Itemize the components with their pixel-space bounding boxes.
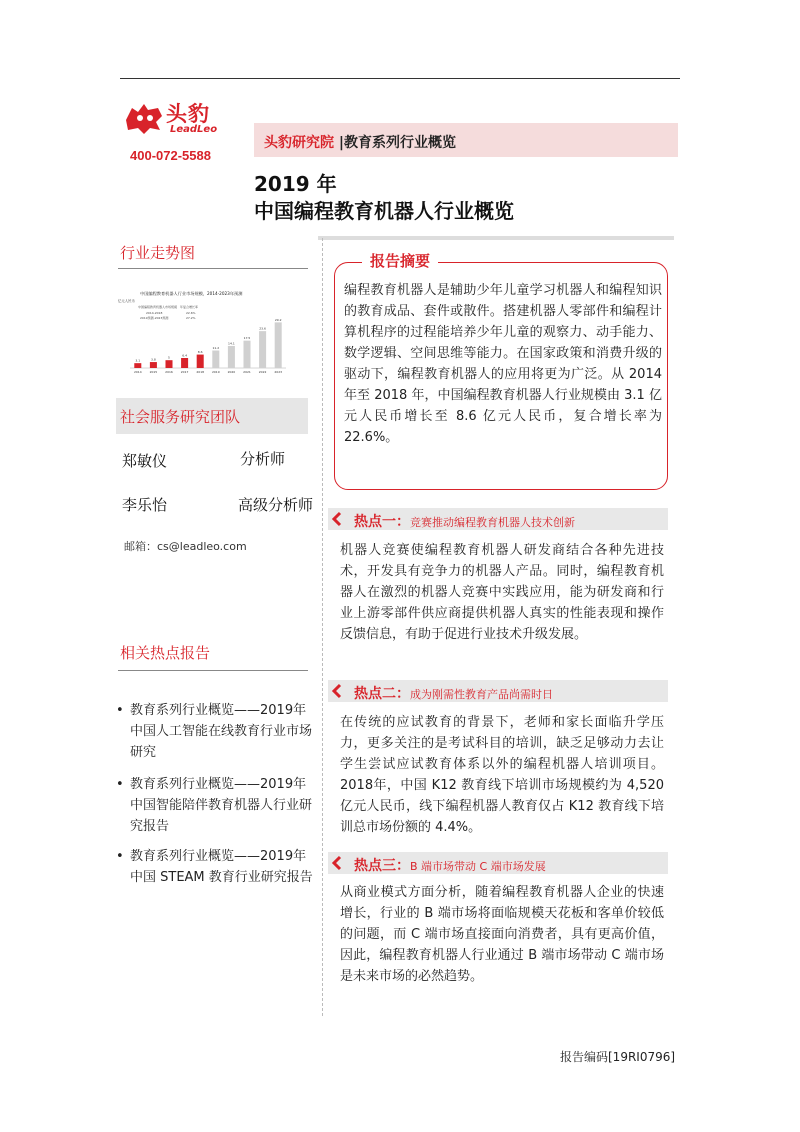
header-sep: |	[334, 135, 344, 151]
leopard-logo-icon	[124, 100, 164, 136]
hot-label-3	[354, 855, 546, 875]
summary-tag: 报告摘要	[362, 250, 438, 271]
header-org: 头豹研究院	[264, 135, 334, 151]
top-rule	[120, 78, 680, 79]
data-label-2014: 3.1	[135, 358, 141, 363]
related-report-text: 教育系列行业概览——2019年中国智能陪伴教育机器人行业研究报告	[130, 777, 313, 834]
analyst-name-2: 李乐怡	[122, 496, 168, 514]
bar-2021	[243, 341, 250, 368]
tick-label-2019: 2019	[211, 370, 220, 374]
hot-title: 竞赛推动编程教育机器人技术创新	[410, 516, 575, 529]
legend-name-2: 2019预测-2023预测	[140, 316, 169, 320]
hot-label-prefix: 热点二：	[354, 686, 410, 702]
trend-title: 行业走势图	[120, 244, 196, 262]
related-rule	[118, 670, 308, 671]
hot-label-1	[354, 511, 575, 531]
bar-2023	[275, 322, 282, 368]
bar-2019	[212, 351, 219, 369]
header-text	[264, 132, 456, 152]
report-code: 报告编码[19RI0796]	[560, 1050, 676, 1064]
bar-2016	[165, 360, 172, 368]
legend-name-1: 2014-2018	[146, 311, 163, 315]
legend-name-0: 中国编程教育机器人市场规模	[138, 305, 178, 309]
hot-label-prefix: 热点三：	[354, 858, 410, 874]
tick-label-2021: 2021	[243, 370, 251, 374]
bar-2020	[228, 346, 235, 368]
summary-text: 编程教育机器人是辅助少年儿童学习机器人和编程知识的教育成品、套件或散件。搭建机器人零部件和编程计算机程序的过程能培养少年儿童的观察力、动手能力、数学逻辑、空间思维等能力。在国家政策和消费升级的驱动下，编程教育机器人的应用将更为广泛。从 2014 年至 2018 年，中国编程教育机器人行业规模由 3.1 亿元人民币增长至 8.6 亿元人民币，复合增长率为 22.6%。	[344, 283, 662, 445]
related-title: 相关热点报告	[120, 644, 211, 662]
data-label-2022: 23.6	[259, 326, 266, 331]
bar-2014	[134, 363, 141, 368]
data-label-2023: 29.2	[274, 317, 282, 322]
data-label-2017: 6.4	[182, 353, 187, 358]
legend-value-1: 22.6%	[186, 311, 196, 315]
chevron-left-icon	[330, 511, 344, 527]
related-report-1[interactable]	[116, 700, 316, 763]
header-series: 教育系列行业概览	[344, 135, 456, 151]
tick-label-2022: 2022	[258, 370, 267, 374]
chevron-left-icon	[330, 855, 344, 871]
logo-cn: 头豹	[166, 102, 210, 126]
bullet: •	[116, 849, 124, 864]
tick-label-2014: 2014	[133, 370, 142, 374]
analyst-role-1: 分析师	[240, 450, 286, 468]
chart-title: 中国编程教育机器人行业市场规模，2014-2023年预测	[140, 291, 243, 296]
legend-value-2: 27.2%	[186, 316, 196, 320]
bullet: •	[116, 703, 124, 718]
tick-label-2023: 2023	[274, 370, 283, 374]
analyst-name-1: 郑敏仪	[122, 452, 168, 470]
hot-label-prefix: 热点一：	[354, 514, 410, 530]
team-title: 社会服务研究团队	[120, 408, 241, 426]
hot-title: B 端市场带动 C 端市场发展	[410, 860, 546, 873]
data-label-2019: 11.2	[212, 346, 220, 350]
chevron-left-icon	[330, 683, 344, 699]
data-label-2021: 17.5	[243, 336, 251, 341]
tick-label-2016: 2016	[165, 370, 173, 374]
market-chart	[118, 288, 290, 376]
page-title: 中国编程教育机器人行业概览	[254, 199, 514, 223]
hot-text-3: 从商业模式方面分析，随着编程教育机器人企业的快速增长，行业的 B 端市场将面临规模天花板和客单价较低的问题，而 C 端市场直接面向消费者，具有更高价值，因此，编程教育机器人行业通过 B 端市场带动 C 端市场是未来市场的必然趋势。	[340, 885, 664, 984]
data-label-2015: 3.8	[151, 357, 156, 362]
analyst-role-2: 高级分析师	[238, 496, 314, 514]
hot-title: 成为刚需性教育产品尚需时日	[410, 688, 553, 701]
bullet: •	[116, 777, 124, 792]
chart-ylabel: 亿元人民币	[118, 299, 135, 303]
phone-number: 400-072-5588	[130, 148, 211, 163]
related-report-text: 教育系列行业概览——2019年中国 STEAM 教育行业研究报告	[130, 849, 313, 885]
hot-text-1: 机器人竞赛使编程教育机器人研发商结合各种先进技术，开发具有竞争力的机器人产品。同时，编程教育机器人在激烈的机器人竞赛中实践应用，能为研发商和行业上游零部件供应商提供机器人真实的性能表现和操作反馈信息，有助于促进行业技术升级发展。	[340, 543, 664, 642]
data-label-2018: 8.6	[197, 350, 203, 355]
contact-email[interactable]: 邮箱：cs@leadleo.com	[124, 540, 247, 553]
related-report-3[interactable]	[116, 846, 316, 888]
logo-en: LeadLeo	[170, 124, 218, 135]
title-year: 2019 年	[254, 172, 337, 196]
title-underline	[318, 236, 674, 240]
bar-2017	[181, 358, 188, 368]
column-divider	[322, 238, 323, 1016]
related-report-text: 教育系列行业概览——2019年中国人工智能在线教育行业市场研究	[130, 703, 313, 760]
tick-label-2015: 2015	[149, 370, 158, 374]
data-label-2016: 5	[168, 355, 170, 360]
hot-text-2: 在传统的应试教育的背景下，老师和家长面临升学压力，更多关注的是考试科目的培训，缺乏足够动力去让学生尝试应试教育体系以外的编程机器人培训项目。2018年，中国 K12 教育线下培训市场规模约为 4,520 亿元人民币，线下编程机器人教育仅占 K12 教育线下培训总市场份额的 4.4%。	[340, 715, 664, 835]
tick-label-2020: 2020	[227, 370, 236, 374]
related-report-2[interactable]	[116, 774, 316, 837]
data-label-2020: 14.1	[228, 341, 235, 346]
bar-2015	[150, 362, 157, 368]
tick-label-2017: 2017	[180, 370, 189, 374]
bar-2022	[259, 331, 266, 368]
hot-label-2	[354, 683, 553, 703]
legend-cagr-label: 年复合增长率	[180, 305, 199, 309]
trend-rule	[118, 268, 308, 269]
bar-2018	[197, 355, 204, 368]
tick-label-2018: 2018	[196, 370, 205, 374]
